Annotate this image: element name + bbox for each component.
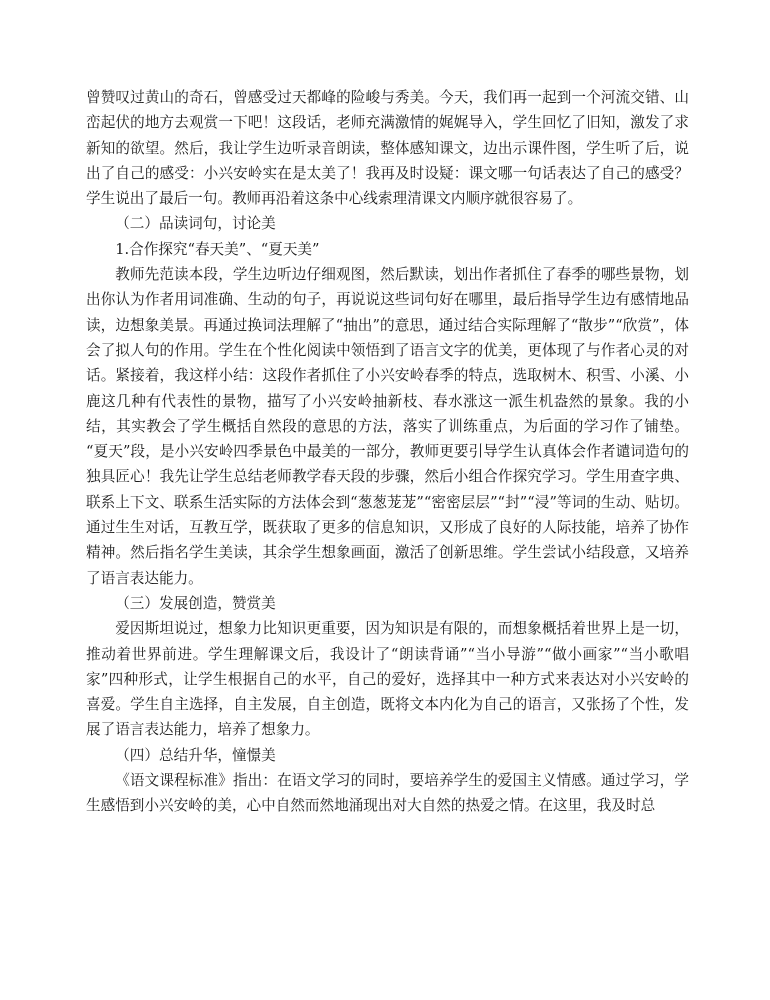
paragraph-creativity: 爱因斯坦说过，想象力比知识更重要，因为知识是有限的，而想象概括着世界上是一切，推动着世界前进。学生理解课文后，我设计了“朗读背诵”“当小导游”“做小画家”“当小歌唱家”四种形式，让学生根据自己的水平，自己的爱好，选择其中一种方式来表达对小兴安岭的喜爱。学生自主选择，自主发展，自主创造，既将文本内化为自己的语言，又张扬了个性，发展了语言表达能力，培养了想象力。 bbox=[86, 620, 689, 739]
section-heading-3: （三）发展创造，赞赏美 bbox=[115, 594, 276, 612]
paragraph-summary: 《语文课程标准》指出：在语文学习的同时，要培养学生的爱国主义情感。通过学习，学生感悟到小兴安岭的美，心中自然而然地涌现出对大自然的热爱之情。在这里，我及时总 bbox=[86, 772, 689, 815]
subsection-heading-1: 1.合作探究“春天美”、“夏天美” bbox=[115, 240, 320, 258]
paragraph-spring-summer: 教师先范读本段，学生边听边仔细观图，然后默读，划出作者抓住了春季的哪些景物，划出你认为作者用词准确、生动的句子，再说说这些词句好在哪里，最后指导学生边有感情地品读，边想象美景。再通过换词法理解了“抽出”的意思，通过结合实际理解了“散步”“欣赏”，体会了拟人句的作用。学生在个性化阅读中领悟到了语言文字的优美，更体现了与作者心灵的对话。紧接着，我这样小结：这段作者抓住了小兴安岭春季的特点，选取树木、积雪、小溪、小鹿这几种有代表性的景物，描写了小兴安岭抽新枝、春水涨这一派生机盎然的景象。我的小结，其实教会了学生概括自然段的意思的方法，落实了训练重点，为后面的学习作了铺垫。 “夏天”段，是小兴安岭四季景色中最美的一部分，教师更要引导学生认真体会作者谴词造句的独具匠心！我先让学生总结老师教学春天段的步骤，然后小组合作探究学习。学生用查字典、联系上下文、联系生活实际的方法体会到“葱葱茏茏”“密密层层”“封”“浸”等词的生动、贴切。通过生生对话，互教互学，既获取了更多的信息知识，又形成了良好的人际技能，培养了协作精神。然后指名学生美读，其余学生想象画面，激活了创新思维。学生尝试小结段意，又培养了语言表达能力。 bbox=[86, 266, 689, 587]
paragraph-intro-continued: 曾赞叹过黄山的奇石，曾感受过天都峰的险峻与秀美。今天，我们再一起到一个河流交错、山峦起伏的地方去观赏一下吧！这段话，老师充满激情的娓娓导入，学生回忆了旧知，激发了求新知的欲望。然后，我让学生边听录音朗读，整体感知课文，边出示课件图，学生听了后，说出了自己的感受：小兴安岭实在是太美了！我再及时设疑：课文哪一句话表达了自己的感受？学生说出了最后一句。教师再沿着这条中心线索理清课文内顺序就很容易了。 bbox=[86, 89, 689, 208]
section-heading-4: （四）总结升华，憧憬美 bbox=[115, 746, 276, 764]
section-heading-2: （二）品读词句，讨论美 bbox=[115, 215, 276, 233]
document-body bbox=[86, 85, 689, 819]
